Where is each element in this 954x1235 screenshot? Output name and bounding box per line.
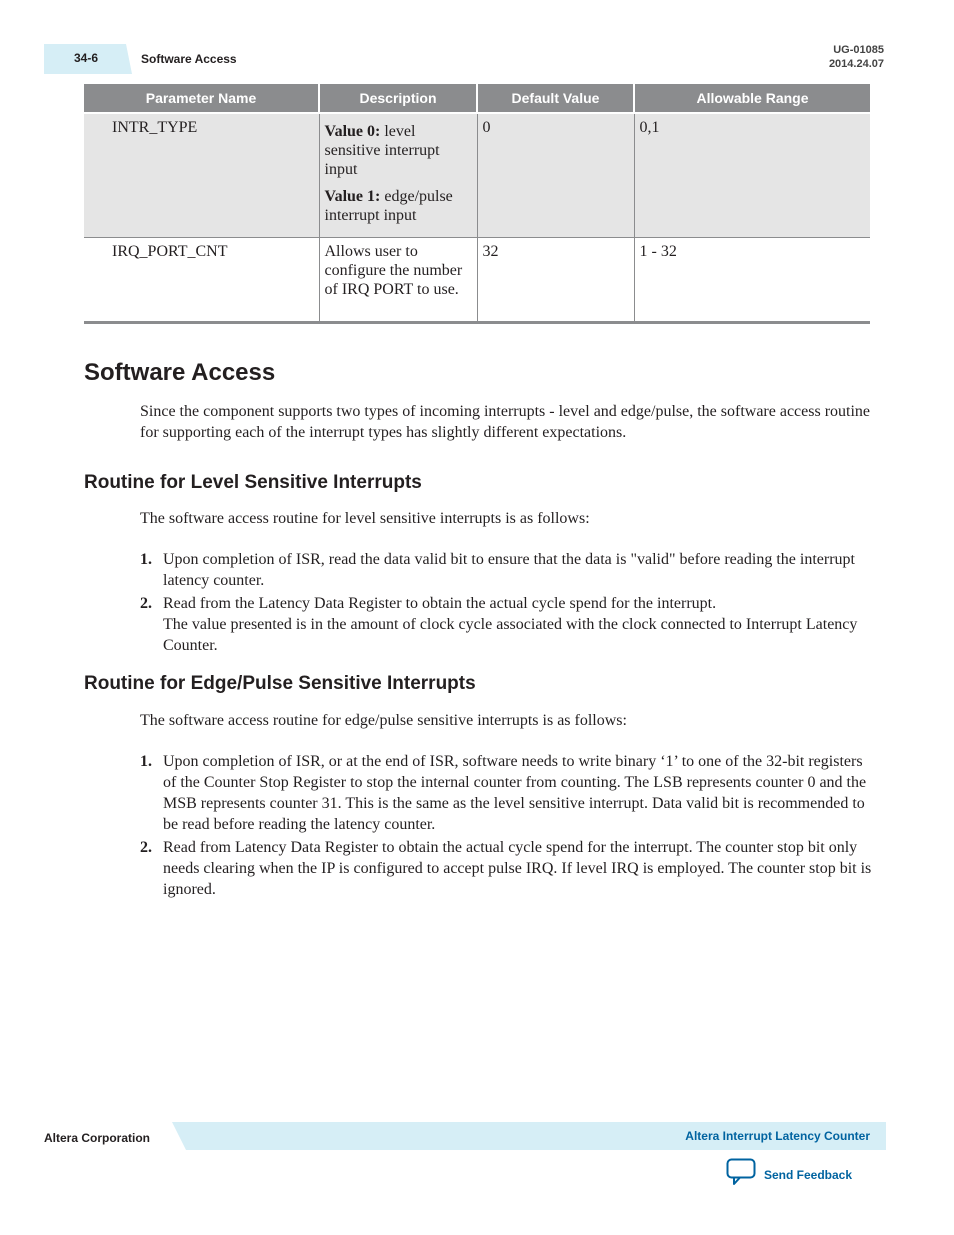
subsection-heading-level: Routine for Level Sensitive Interrupts bbox=[84, 472, 422, 493]
doc-date: 2014.24.07 bbox=[828, 58, 884, 70]
param-description bbox=[319, 113, 477, 238]
edge-steps-list bbox=[140, 751, 875, 902]
doc-id: UG-01085 bbox=[833, 44, 884, 56]
footer-company: Altera Corporation bbox=[44, 1131, 151, 1145]
header-section-title: Software Access bbox=[141, 52, 237, 66]
table-row bbox=[84, 238, 870, 323]
footer-doc-title[interactable]: Altera Interrupt Latency Counter bbox=[685, 1129, 870, 1143]
speech-bubble-icon bbox=[726, 1158, 756, 1191]
param-range: 1 - 32 bbox=[634, 238, 870, 323]
param-range: 0,1 bbox=[634, 113, 870, 238]
description-value-1: Value 1: edge/pulse interrupt input bbox=[324, 188, 453, 224]
level-intro: The software access routine for level sensitive interrupts is as follows: bbox=[140, 510, 590, 527]
send-feedback-label: Send Feedback bbox=[764, 1167, 853, 1182]
column-header: Parameter Name bbox=[84, 84, 319, 113]
param-default: 32 bbox=[477, 238, 634, 323]
column-header: Default Value bbox=[477, 84, 634, 113]
send-feedback-link[interactable] bbox=[726, 1158, 852, 1191]
section-heading: Software Access bbox=[84, 359, 276, 386]
param-default: 0 bbox=[477, 113, 634, 238]
param-description: Allows user to configure the number of IRQ PORT to use. bbox=[319, 238, 477, 323]
column-header: Allowable Range bbox=[634, 84, 870, 113]
param-name: INTR_TYPE bbox=[84, 113, 319, 238]
edge-intro: The software access routine for edge/pulse sensitive interrupts is as follows: bbox=[140, 712, 627, 729]
list-item: 1. Upon completion of ISR, read the data valid bit to ensure that the data is "valid" before reading the interrupt latency counter. bbox=[140, 551, 855, 589]
column-header: Description bbox=[319, 84, 477, 113]
table-row bbox=[84, 113, 870, 238]
page-number: 34-6 bbox=[74, 51, 99, 65]
list-item: 2. Read from Latency Data Register to obtain the actual cycle spend for the interrupt. The counter stop bit only needs clearing when the IP is configured to accept pulse IRQ. If level IRQ is employed. The counter stop bit is ignored. bbox=[140, 839, 872, 898]
list-item: 2. Read from the Latency Data Register to obtain the actual cycle spend for the interrupt. The value presented is in the amount of clock cycle associated with the clock connected to Interrupt Latency Counter. bbox=[140, 595, 858, 654]
doc-id-block bbox=[829, 43, 884, 71]
section-intro: Since the component supports two types of incoming interrupts - level and edge/pulse, the software access routine for supporting each of the interrupt types has slightly different expectations. bbox=[140, 403, 871, 441]
description-value-0: Value 0: level sensitive interrupt input bbox=[324, 123, 440, 178]
param-name: IRQ_PORT_CNT bbox=[84, 238, 319, 323]
level-steps-list bbox=[140, 549, 875, 658]
subsection-heading-edge: Routine for Edge/Pulse Sensitive Interrupts bbox=[84, 673, 476, 694]
parameter-table bbox=[84, 84, 870, 324]
table-header-row bbox=[84, 84, 870, 113]
list-item: 1. Upon completion of ISR, or at the end of ISR, software needs to write binary ‘1’ to one of the 32-bit registers of the Counter Stop Register to stop the internal counter from counting. The LSB represents counter 0 and the MSB represents counter 31. This is the same as the level sensitive interrupt. Data valid bit is recommended to be read before reading the latency counter. bbox=[140, 753, 867, 833]
